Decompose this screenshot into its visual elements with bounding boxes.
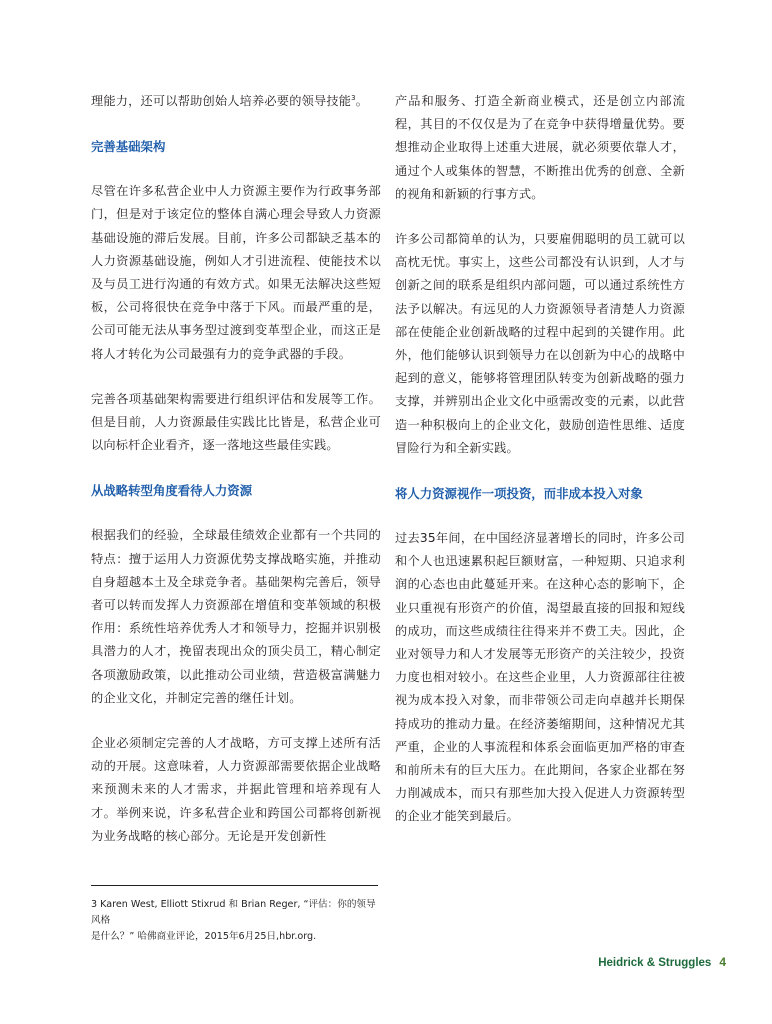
right-paragraph-1: 产品和服务、打造全新商业模式，还是创立内部流程，其目的不仅仅是为了在竞争中获得增量优势。要想推动企业取得上述重大进展，就必须要依靠人才，通过个人或集体的智慧，不断推出优秀的创意、全新的视角和新颖的行事方式。 [395, 94, 685, 201]
right-paragraph-3: 过去35年间，在中国经济显著增长的同时，许多公司和个人也迅速累积起巨额财富，一种短期、只追求利润的心态也由此蔓延开来。在这种心态的影响下，企业只重视有形资产的价值，渴望最直接的回报和短线的成功，而这些成绩往往得来并不费工夫。因此，企业对领导力和人才发展等无形资产的关注较少，投资力度也相对较小。在这些企业里，人力资源部往往被视为成本投入对象，而非带领公司走向卓越并长期保持成功的推动力量。在经济萎缩期间，这种情况尤其严重，企业的人事流程和体系会面临更加严格的审查和前所未有的巨大压力。在此期间，各家企业都在努力削减成本，而只有那些加大投入促进人力资源转型的企业才能笑到最后。 [395, 531, 685, 824]
section-heading-infrastructure: 完善基础架构 [91, 139, 166, 155]
left-column [91, 90, 381, 848]
right-column [395, 90, 685, 829]
section-heading-investment: 将人力资源视作一项投资，而非成本投入对象 [395, 486, 643, 502]
brand-name: Heidrick & Struggles [598, 957, 712, 969]
footnote-divider [91, 885, 378, 886]
footnote-line-1: 3 Karen West, Elliott Stixrud 和 Brian Reger, “评估：你的领导风格 [91, 899, 376, 926]
section-heading-strategic: 从战略转型角度看待人力资源 [91, 483, 253, 499]
left-paragraph-1: 理能力，还可以帮助创始人培养必要的领导技能$^3$。 [91, 93, 369, 108]
left-paragraph-1-text: 理能力，还可以帮助创始人培养必要的领导技能 [91, 94, 352, 108]
left-paragraph-2: 尽管在许多私营企业中人力资源主要作为行政事务部门，但是对于该定位的整体自满心理会导致人力资源基础设施的滞后发展。目前，许多公司都缺乏基本的人力资源基础设施，例如人才引进流程、使能技术以及与员工进行沟通的有效方式。如果无法解决这些短板，公司将很快在竞争中落于下风。而最严重的是，公司可能无法从事务型过渡到变革型企业，而这正是将人才转化为公司最强有力的竞争武器的手段。 [91, 184, 381, 361]
left-paragraph-3: 完善各项基础架构需要进行组织评估和发展等工作。但是目前，人力资源最佳实践比比皆是，私营企业可以向标杆企业看齐，逐一落地这些最佳实践。 [91, 391, 381, 453]
footnote [91, 897, 381, 945]
footnote-reference: 3 [351, 93, 356, 102]
page-footer [598, 955, 726, 969]
right-paragraph-2: 许多公司都简单的认为，只要雇佣聪明的员工就可以高枕无忧。事实上，这些公司都没有认识到，人才与创新之间的联系是组织内部问题，可以通过系统性方法予以解决。有远见的人力资源领导者清楚人力资源部在使能企业创新战略的过程中起到的关键作用。此外，他们能够认识到领导力在以创新为中心的战略中起到的意义，能够将管理团队转变为创新战略的强力支撑，并辨别出企业文化中亟需改变的元素，以此营造一种积极向上的企业文化，鼓励创造性思维、适度冒险行为和全新实践。 [395, 232, 685, 455]
left-paragraph-5: 企业必须制定完善的人才战略，方可支撑上述所有活动的开展。这意味着，人力资源部需要依据企业战略来预测未来的人才需求，并据此管理和培养现有人才。举例来说，许多私营企业和跨国公司都将创新视为业务战略的核心部分。无论是开发创新性 [91, 736, 381, 843]
left-paragraph-4: 根据我们的经验，全球最佳绩效企业都有一个共同的特点：擅于运用人力资源优势支撑战略实施，并推动自身超越本土及全球竞争者。基础架构完善后，领导者可以转而发挥人力资源部在增值和变革领域的积极作用：系统性培养优秀人才和领导力，挖掘并识别极具潜力的人才，挽留表现出众的顶尖员工，精心制定各项激励政策，以此推动公司业绩，营造极富满魅力的企业文化，并制定完善的继任计划。 [91, 528, 381, 705]
page-number: 4 [719, 955, 726, 969]
footnote-line-2: 是什么？” 哈佛商业评论，2015年6月25日,hbr.org. [91, 931, 317, 942]
